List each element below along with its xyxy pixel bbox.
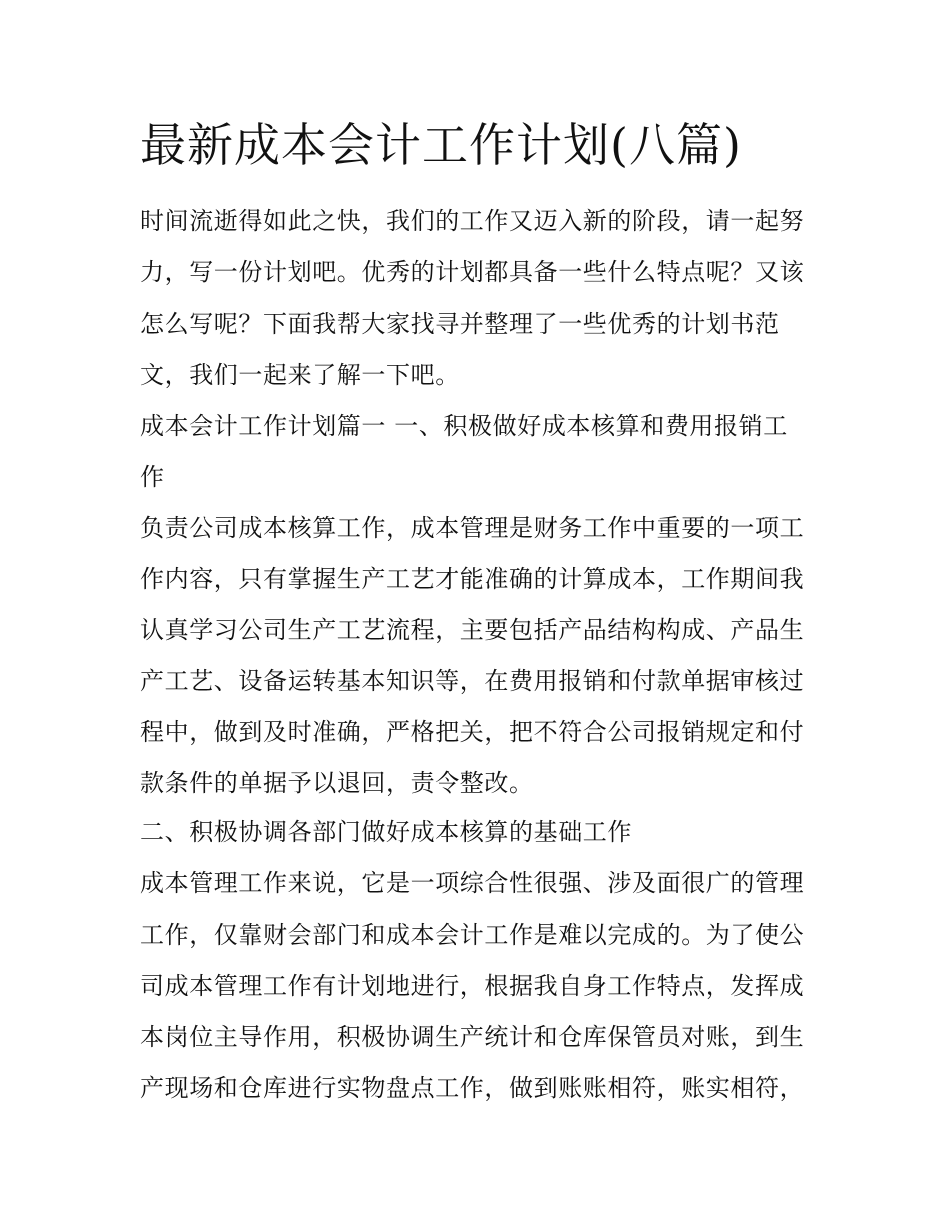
body-text-line: 作内容，只有掌握生产工艺才能准确的计算成本，工作期间我 [140, 565, 805, 593]
body-text-line: 认真学习公司生产工艺流程，主要包括产品结构构成、产品生 [140, 616, 805, 644]
document-title: 最新成本会计工作计划(八篇) [140, 118, 742, 172]
body-text-line: 款条件的单据予以退回，责令整改。 [140, 769, 534, 797]
body-text-line: 产现场和仓库进行实物盘点工作，做到账账相符，账实相符， [140, 1074, 805, 1102]
body-text-line: 工作，仅靠财会部门和成本会计工作是难以完成的。为了使公 [140, 921, 805, 949]
body-text-line: 程中，做到及时准确，严格把关，把不符合公司报销规定和付 [140, 718, 805, 746]
body-text-line: 司成本管理工作有计划地进行，根据我自身工作特点，发挥成 [140, 972, 805, 1000]
body-text-line: 文，我们一起来了解一下吧。 [140, 361, 460, 389]
body-text-line: 力，写一份计划吧。优秀的计划都具备一些什么特点呢？又该 [140, 258, 805, 286]
body-text-line: 本岗位主导作用，积极协调生产统计和仓库保管员对账，到生 [140, 1023, 805, 1051]
body-text-line: 负责公司成本核算工作，成本管理是财务工作中重要的一项工 [140, 514, 805, 542]
body-text-line: 成本管理工作来说，它是一项综合性很强、涉及面很广的管理 [140, 869, 805, 897]
body-text-line: 时间流逝得如此之快，我们的工作又迈入新的阶段，请一起努 [140, 207, 805, 235]
body-text-line: 怎么写呢？下面我帮大家找寻并整理了一些优秀的计划书范 [140, 310, 780, 338]
body-text-line: 产工艺、设备运转基本知识等，在费用报销和付款单据审核过 [140, 667, 805, 695]
section-heading: 成本会计工作计划篇一 一、积极做好成本核算和费用报销工 [140, 412, 788, 440]
section-heading: 二、积极协调各部门做好成本核算的基础工作 [140, 818, 632, 846]
section-heading: 作 [140, 463, 165, 491]
